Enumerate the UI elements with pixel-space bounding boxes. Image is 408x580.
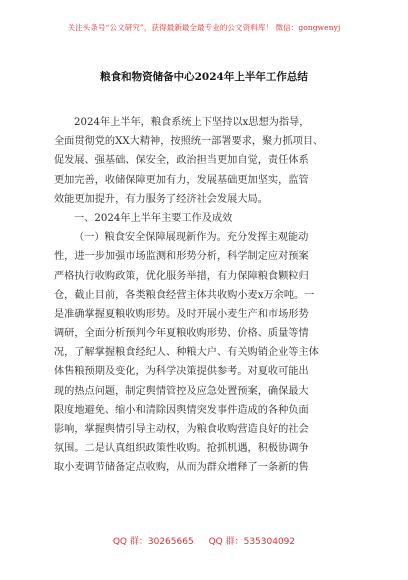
body-line: 2024年上半年，粮食系统上下坚持以x思想为指导， [74,117,310,128]
body-line: 仓，截止目前，各类粮食经营主体共收购小麦x万余吨。一 [54,289,315,301]
qq-group-2: QQ 群：535304092 [208,537,296,547]
contact-footer [0,534,408,547]
body-line: 全面贯彻党的XX大精神，按照统一部署要求，聚力抓项目、 [54,136,324,148]
body-line: 促发展、强基础、保安全，政治担当更加自觉，责任体系 [54,155,309,167]
promo-header: 关注头条号“公文研究”，获得最新最全最专业的公文资料库！ 微信：gongwenyj [67,23,341,32]
body-line: 调研，全面分析预判今年夏粮收购形势、价格、质量等情 [54,328,309,340]
qq-group-1: QQ 群：30265665 [112,537,194,547]
body-line: 影响，掌握舆情引导主动权，为粮食收购营造良好的社会 [54,424,309,435]
body-line: 现的热点问题，制定舆情管控及应急处置预案，确保最大 [54,385,309,397]
body-line: 氛围。二是认真组织政策性收购。抢抓机遇，积极协调争 [54,443,309,455]
body-line: 性，进一步加强市场监测和形势分析，科学制定应对预案 [54,251,309,263]
section-heading: 一、2024年上半年主要工作及成效 [74,212,233,224]
body-line: （一）粮食安全保障展现新作为。充分发挥主观能动 [74,232,309,244]
document-title: 粮食和物资储备中心2024年上半年工作总结 [100,71,308,83]
body-line: 是准确掌握夏粮收购形势。及时开展小麦生产和市场形势 [54,308,309,320]
body-line: 更加完善，收储保障更加有力，发展基础更加坚实，监管 [54,174,309,186]
document-body [54,113,354,478]
body-line: 效能更加提升，有力服务了经济社会发展大局。 [54,193,268,205]
body-line: 况，了解掌握粮食经纪人、种粮大户、有关购销企业等主体 [54,347,319,359]
body-line: 限度地避免、缩小和清除因舆情突发事件造成的各种负面 [54,404,309,416]
body-line: 严格执行收购政策，优化服务举措，有力保障粮食颗粒归 [54,270,309,282]
body-line: 取小麦调节储备定点收购，从而为群众增释了一条新的售 [54,462,309,474]
body-line: 体售粮预期及变化，为科学决策提供参考。对夏收可能出 [54,366,309,378]
